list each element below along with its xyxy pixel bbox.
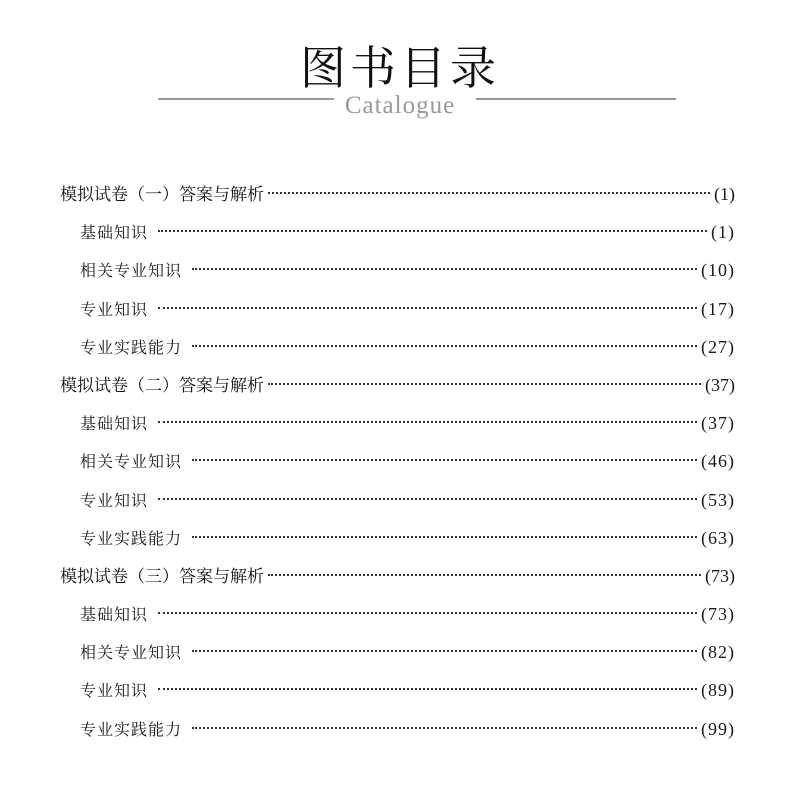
dot-leader: [192, 727, 697, 729]
toc-entry-label: 基础知识: [80, 223, 149, 243]
toc-entry-page: (53): [701, 489, 735, 510]
toc-entry[interactable]: [60, 404, 735, 442]
toc-entry-page: (27): [701, 336, 735, 357]
toc-entry[interactable]: [60, 595, 735, 633]
page-subtitle: Catalogue: [344, 92, 456, 119]
dot-leader: [192, 268, 697, 270]
toc-entry-page: (17): [701, 298, 735, 319]
dot-leader: [158, 498, 697, 500]
toc-entry-page: (10): [701, 260, 735, 281]
dot-leader: [158, 230, 707, 232]
toc-entry-page: (73): [701, 604, 735, 625]
toc-entry-page: (1): [714, 184, 735, 204]
toc-entry[interactable]: [60, 710, 735, 748]
toc-entry-label: 专业知识: [80, 299, 149, 319]
dot-leader: [158, 612, 697, 614]
table-of-contents: [60, 175, 735, 748]
toc-entry-page: (82): [701, 642, 735, 663]
toc-entry-label: 基础知识: [80, 414, 149, 434]
toc-entry-label: 专业知识: [80, 490, 149, 510]
toc-entry-page: (46): [701, 451, 735, 472]
dot-leader: [268, 574, 701, 576]
toc-entry-page: (1): [711, 222, 735, 243]
dot-leader: [192, 536, 697, 538]
dot-leader: [158, 688, 697, 690]
toc-entry-label: 相关专业知识: [80, 643, 183, 663]
toc-entry[interactable]: [60, 213, 735, 251]
toc-entry-label: 专业实践能力: [80, 337, 183, 357]
dot-leader: [192, 345, 697, 347]
catalogue-header: [0, 0, 800, 140]
dot-leader: [268, 383, 701, 385]
toc-entry[interactable]: [60, 442, 735, 480]
toc-entry-label: 专业实践能力: [80, 719, 183, 739]
toc-entry[interactable]: [60, 175, 735, 213]
toc-entry-label: 模拟试卷（二）答案与解析: [60, 375, 264, 396]
toc-entry-label: 模拟试卷（一）答案与解析: [60, 185, 264, 205]
toc-entry-page: (89): [701, 680, 735, 701]
toc-entry-label: 模拟试卷（三）答案与解析: [60, 566, 264, 587]
toc-entry-label: 相关专业知识: [80, 261, 183, 281]
toc-entry-page: (63): [701, 527, 735, 548]
toc-entry-page: (99): [701, 718, 735, 739]
dot-leader: [158, 421, 697, 423]
toc-entry[interactable]: [60, 557, 735, 595]
toc-entry[interactable]: [60, 251, 735, 289]
toc-entry[interactable]: [60, 519, 735, 557]
toc-entry-label: 专业知识: [80, 681, 149, 701]
toc-entry[interactable]: [60, 633, 735, 671]
toc-entry-page: (37): [701, 413, 735, 434]
toc-entry[interactable]: [60, 290, 735, 328]
dot-leader: [192, 650, 697, 652]
toc-entry[interactable]: [60, 671, 735, 709]
page-title: 图书目录: [300, 41, 500, 95]
toc-entry-page: (37): [705, 374, 735, 395]
toc-entry-label: 基础知识: [80, 605, 149, 625]
toc-entry[interactable]: [60, 481, 735, 519]
toc-entry[interactable]: [60, 366, 735, 404]
toc-entry-label: 相关专业知识: [80, 452, 183, 472]
toc-entry-page: (73): [705, 565, 735, 586]
dot-leader: [158, 307, 697, 309]
toc-entry[interactable]: [60, 328, 735, 366]
toc-entry-label: 专业实践能力: [80, 528, 183, 548]
dot-leader: [192, 459, 697, 461]
dot-leader: [268, 192, 710, 194]
